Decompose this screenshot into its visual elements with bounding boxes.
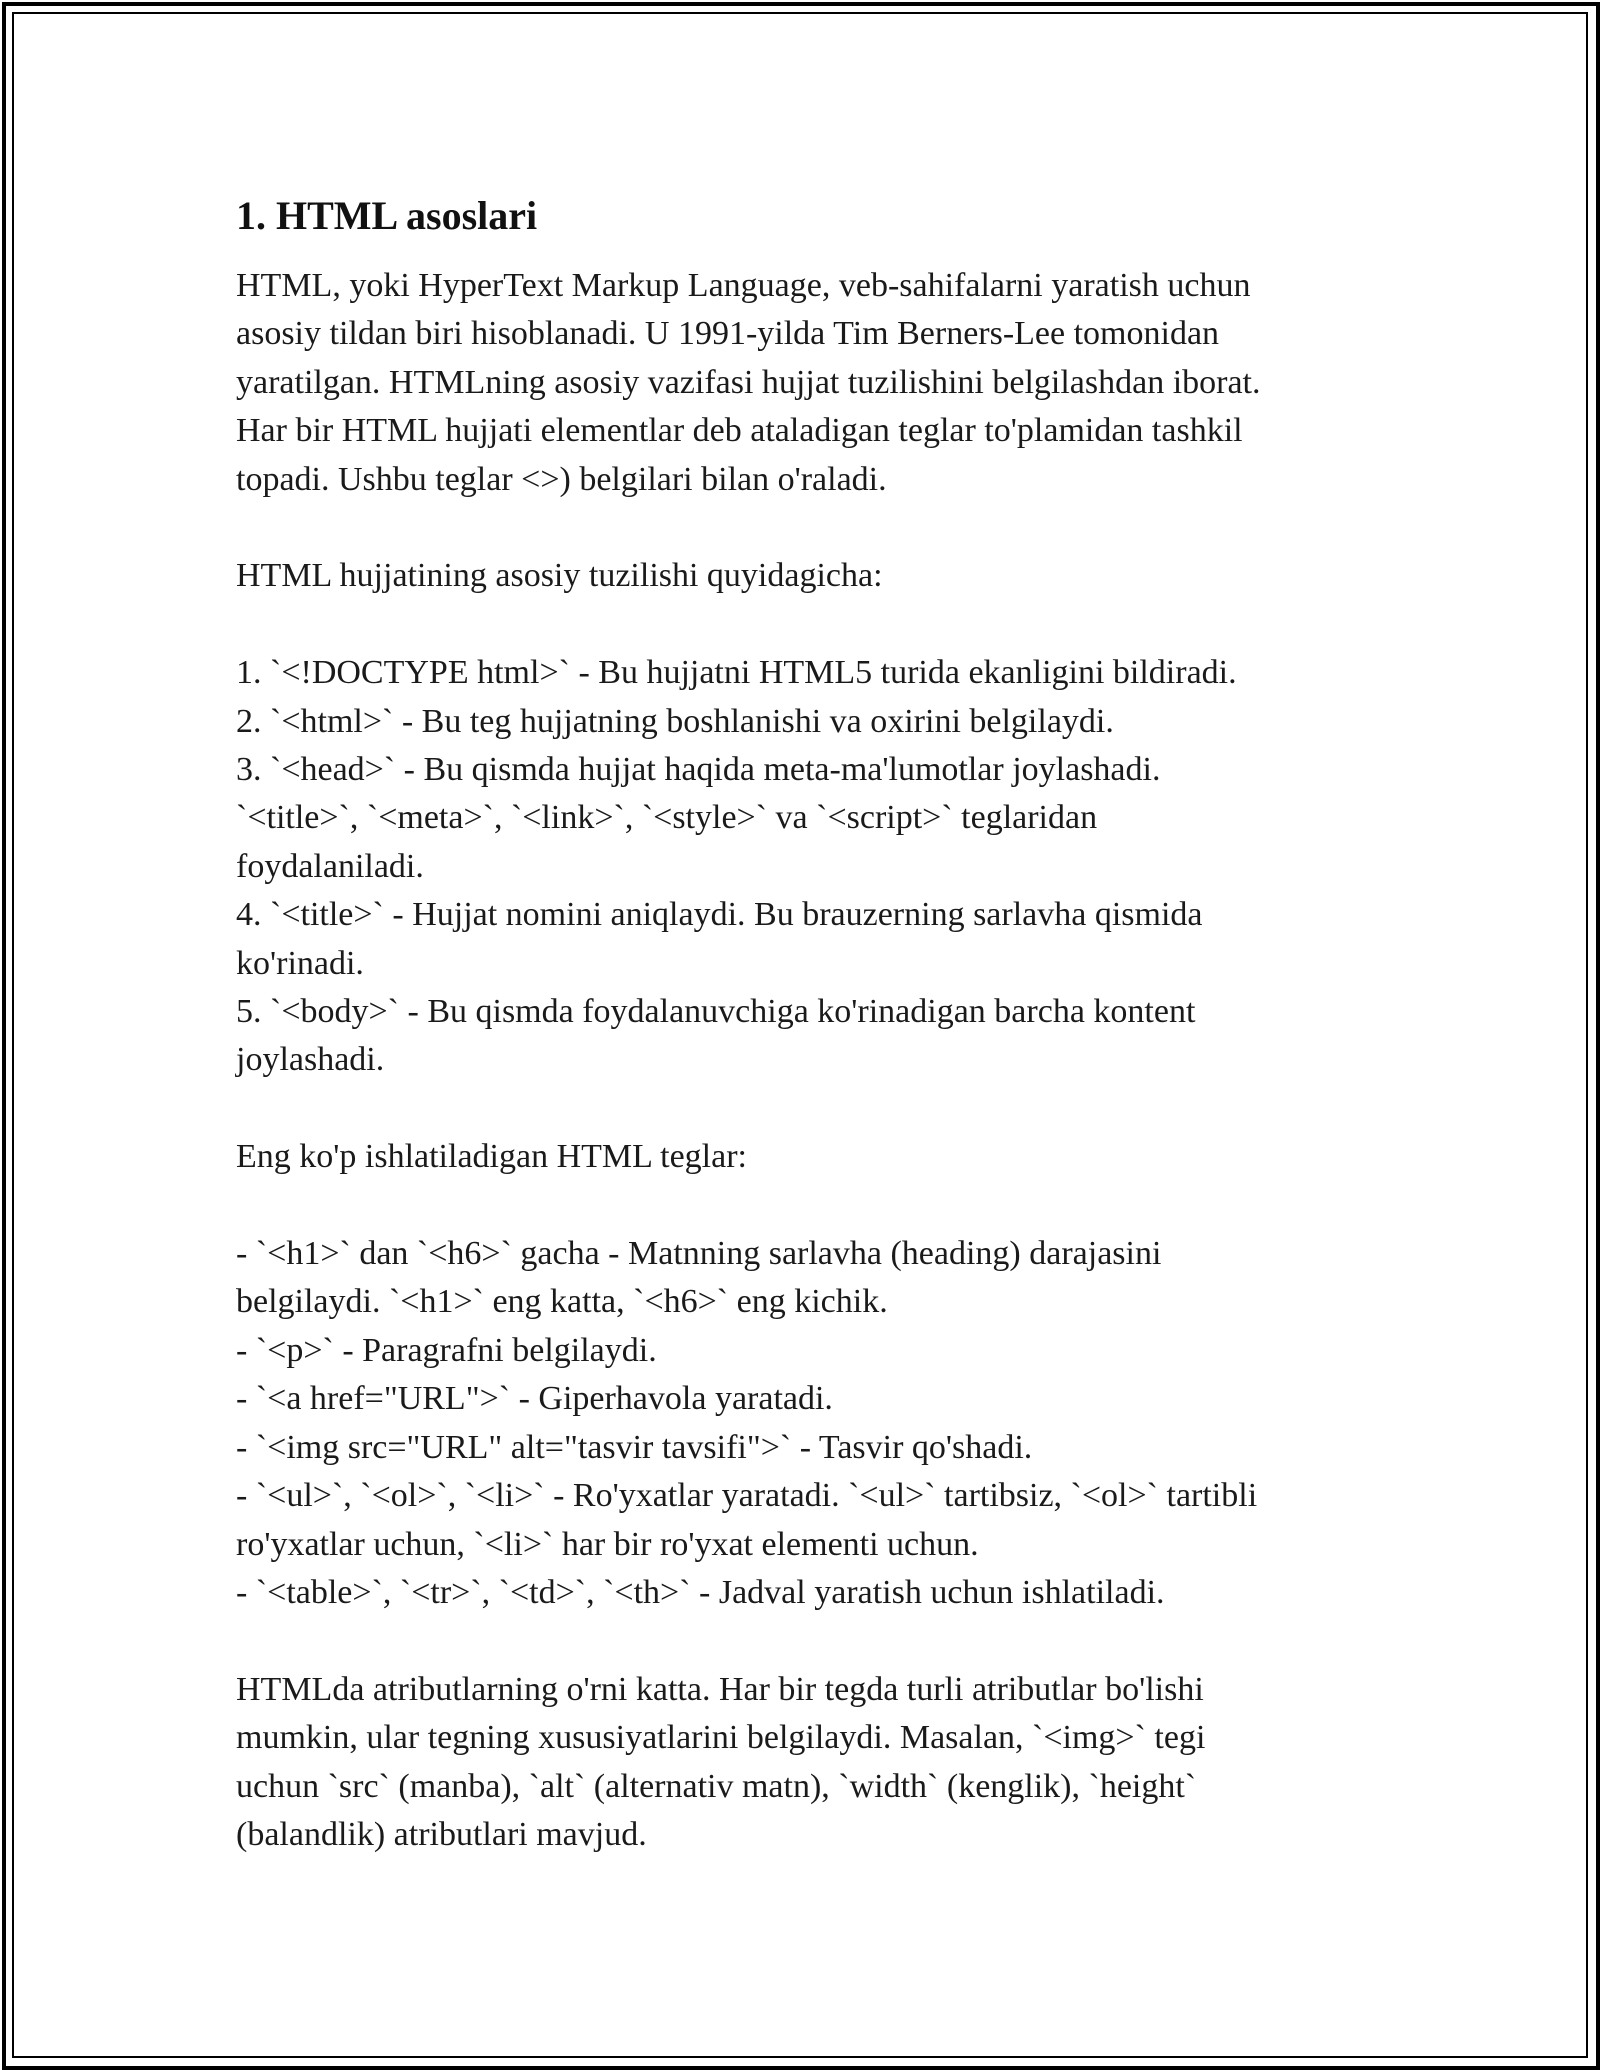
list-item-line: - `<p>` - Paragrafni belgilaydi.	[236, 1331, 657, 1369]
blank-line	[236, 504, 1366, 552]
text-line: Har bir HTML hujjati elementlar deb ataladigan teglar to'plamidan tashkil	[236, 412, 1243, 450]
text-line: topadi. Ushbu teglar <>) belgilari bilan o'raladi.	[236, 460, 887, 498]
list-item-line: foydalaniladi.	[236, 847, 424, 885]
blank-line	[236, 601, 1366, 649]
text-line: HTML hujjatining asosiy tuzilishi quyidagicha:	[236, 557, 883, 595]
text-line: HTMLda atributlarning o'rni katta. Har bir tegda turli atributlar bo'lishi	[236, 1670, 1204, 1708]
text-line: Eng ko'p ishlatiladigan HTML teglar:	[236, 1138, 747, 1176]
blank-line	[236, 1617, 1366, 1665]
list-item-line: 2. `<html>` - Bu teg hujjatning boshlanishi va oxirini belgilaydi.	[236, 702, 1114, 740]
list-item-line: 4. `<title>` - Hujjat nomini aniqlaydi. Bu brauzerning sarlavha qismida	[236, 896, 1203, 934]
list-item-line: 3. `<head>` - Bu qismda hujjat haqida meta-ma'lumotlar joylashadi.	[236, 751, 1161, 789]
list-item-line: joylashadi.	[236, 1041, 385, 1079]
list-item-line: belgilaydi. `<h1>` eng katta, `<h6>` eng kichik.	[236, 1283, 888, 1321]
text-line: HTML, yoki HyperText Markup Language, veb-sahifalarni yaratish uchun	[236, 267, 1251, 304]
section-heading: 1. HTML asoslari	[236, 193, 538, 238]
document-body	[236, 188, 1366, 1859]
blank-line	[236, 1085, 1366, 1133]
list-item-line: - `<a href="URL">` - Giperhavola yaratadi.	[236, 1380, 833, 1418]
list-item-line: 1. `<!DOCTYPE html>` - Bu hujjatni HTML5 turida ekanligini bildiradi.	[236, 654, 1237, 692]
list-item-line: 5. `<body>` - Bu qismda foydalanuvchiga ko'rinadigan barcha kontent	[236, 993, 1196, 1031]
text-line: mumkin, ular tegning xususiyatlarini belgilaydi. Masalan, `<img>` tegi	[236, 1719, 1206, 1757]
blank-line	[236, 1182, 1366, 1230]
text-line: yaratilgan. HTMLning asosiy vazifasi hujjat tuzilishini belgilashdan iborat.	[236, 363, 1261, 401]
text-line: asosiy tildan biri hisoblanadi. U 1991-yilda Tim Berners-Lee tomonidan	[236, 315, 1220, 353]
list-item-line: ro'yxatlar uchun, `<li>` har bir ro'yxat elementi uchun.	[236, 1525, 979, 1563]
list-item-line: `<title>`, `<meta>`, `<link>`, `<style>` va `<script>` teglaridan	[236, 799, 1098, 837]
list-item-line: - `<h1>` dan `<h6>` gacha - Matnning sarlavha (heading) darajasini	[236, 1235, 1162, 1273]
text-line: (balandlik) atributlari mavjud.	[236, 1815, 647, 1853]
list-item-line: - `<ul>`, `<ol>`, `<li>` - Ro'yxatlar yaratadi. `<ul>` tartibsiz, `<ol>` tartibli	[236, 1477, 1258, 1515]
list-item-line: - `<img src="URL" alt="tasvir tavsifi">` - Tasvir qo'shadi.	[236, 1428, 1033, 1466]
list-item-line: ko'rinadi.	[236, 944, 364, 982]
list-item-line: - `<table>`, `<tr>`, `<td>`, `<th>` - Jadval yaratish uchun ishlatiladi.	[236, 1573, 1165, 1611]
text-line: uchun `src` (manba), `alt` (alternativ matn), `width` (kenglik), `height`	[236, 1767, 1197, 1805]
